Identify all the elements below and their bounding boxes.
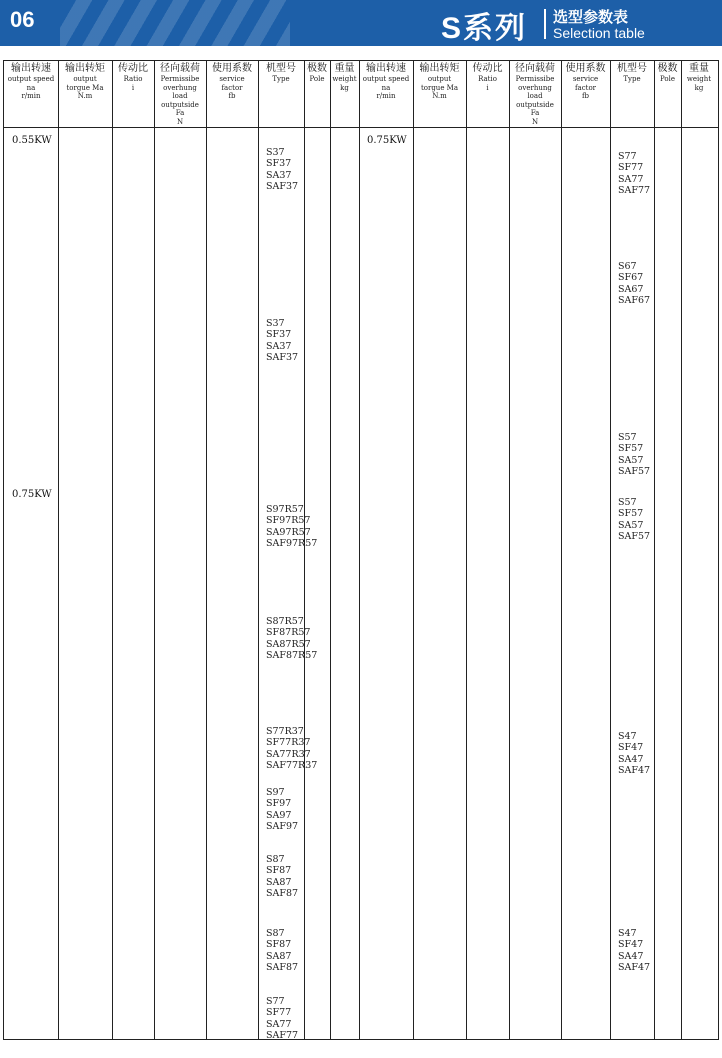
cell-type: SF77 [618, 162, 644, 174]
right-header-type [610, 63, 654, 84]
right-header-type-en: Type [623, 75, 641, 83]
right-header-speed [359, 63, 413, 101]
right-header-factor-en: service factor fb [572, 75, 599, 100]
right-header-factor [561, 63, 610, 101]
cell-type: SF87R57 [266, 627, 311, 639]
left-header-speed-cn: 输出转速 [11, 63, 51, 74]
right-header-pole-cn: 极数 [657, 63, 678, 74]
cell-type: SAF97 [266, 821, 299, 833]
cell-type: SAF97R57 [266, 538, 318, 550]
cell-type: SF57 [618, 443, 644, 455]
cell-type: SA47 [618, 950, 644, 962]
left-header-factor-en: service factor fb [219, 75, 245, 100]
right-header-torque-cn: 输出转矩 [419, 63, 460, 74]
cell-type: SF97 [266, 798, 292, 810]
cell-type: S87 [266, 854, 285, 865]
right-section-label: 0.75KW [367, 135, 407, 146]
cell-type: SAF47 [618, 765, 651, 777]
cell-type: SAF87R57 [266, 650, 318, 662]
cell-type: SF57 [618, 508, 644, 520]
right-header-ratio-cn: 传动比 [472, 63, 503, 74]
cell-type: SAF77 [266, 1030, 299, 1042]
cell-type: SA97 [266, 809, 292, 821]
cell-type: SA47 [618, 753, 644, 765]
right-header-weight-cn: 重量 [689, 63, 709, 74]
cell-type: SF87 [266, 939, 292, 951]
cell-type: SF87 [266, 865, 292, 877]
cell-type: S57 [618, 432, 637, 443]
cell-type: SA87 [266, 876, 292, 888]
left-header-weight-en: weight kg [332, 75, 357, 92]
left-header-weight [330, 63, 359, 92]
cell-type: S87R57 [266, 616, 304, 627]
left-header-speed-en: output speed na r/min [7, 75, 55, 100]
subtitle-en: Selection table [553, 25, 645, 41]
left-header-ratio [112, 63, 154, 92]
cell-type: SA57 [618, 519, 644, 531]
subtitle-cn: 选型参数表 [553, 9, 629, 26]
right-header-torque-en: output torgue Ma N.m [420, 75, 459, 100]
cell-type: SAF67 [618, 295, 651, 307]
cell-type: SA77R37 [266, 748, 311, 760]
left-header-type-cn: 机型号 [266, 63, 296, 74]
cell-type: SAF37 [266, 352, 299, 364]
right-header-ratio [466, 63, 509, 92]
left-header-torque-cn: 输出转矩 [65, 63, 105, 74]
cell-type: SA77 [618, 173, 644, 185]
left-header-load [154, 63, 206, 126]
right-header-torque [413, 63, 466, 101]
cell-type: SA37 [266, 169, 292, 181]
cell-type: S97 [266, 787, 285, 798]
right-header-speed-cn: 输出转速 [366, 63, 406, 74]
right-header-type-cn: 机型号 [617, 63, 647, 74]
cell-type: S37 [266, 147, 285, 158]
table-body [4, 127, 718, 1042]
cell-type: SF77R37 [266, 737, 311, 749]
right-header-ratio-en: Ratio i [478, 75, 497, 92]
cell-type: SF47 [618, 939, 644, 951]
cell-type: SF97R57 [266, 515, 311, 527]
right-header-factor-cn: 使用系数 [565, 63, 606, 74]
left-header-weight-cn: 重量 [334, 63, 355, 74]
cell-type: SAF57 [618, 466, 651, 478]
left-header-torque [58, 63, 112, 101]
cell-type: S87 [266, 928, 285, 939]
cell-type: S47 [618, 928, 637, 939]
right-header-pole-en: Pole [659, 75, 676, 83]
cell-type: SA57 [618, 454, 644, 466]
right-header-weight [681, 63, 717, 92]
cell-type: S37 [266, 318, 285, 329]
right-header-speed-en: output speed na r/min [362, 75, 410, 100]
cell-type: SA87R57 [266, 638, 311, 650]
cell-type: SAF47 [618, 962, 651, 974]
title-divider [544, 9, 546, 39]
left-header-type [258, 63, 304, 84]
cell-type: SF47 [618, 742, 644, 754]
left-section-label: 0.75KW [12, 489, 52, 500]
cell-type: S97R57 [266, 504, 304, 515]
left-header-factor [206, 63, 258, 101]
selection-table [3, 60, 719, 1040]
cell-type: SF77 [266, 1007, 292, 1019]
cell-type: S67 [618, 261, 637, 272]
right-header-load-cn: 径向载荷 [515, 63, 555, 74]
series-title: S系列 [441, 12, 528, 45]
left-header-factor-cn: 使用系数 [212, 63, 252, 74]
left-header-pole [304, 63, 330, 84]
cell-type: S47 [618, 731, 637, 742]
cell-type: SAF37 [266, 181, 299, 193]
right-header-pole [654, 63, 681, 84]
cell-type: S77 [266, 996, 285, 1007]
right-header-weight-en: weight kg [686, 75, 712, 92]
cell-type: SA37 [266, 340, 292, 352]
cell-type: SA97R57 [266, 526, 311, 538]
right-header-load [509, 63, 561, 126]
cell-type: SAF77 [618, 185, 651, 197]
cell-type: S57 [618, 497, 637, 508]
left-header-type-en: Type [272, 75, 290, 83]
cell-type: SA77 [266, 1018, 292, 1030]
cell-type: S77R37 [266, 726, 304, 737]
header-decoration [60, 0, 290, 46]
left-header-torque-en: output torgue Ma N.m [66, 75, 104, 100]
cell-type: SAF77R37 [266, 760, 318, 772]
cell-type: SA87 [266, 950, 292, 962]
cell-type: SAF57 [618, 531, 651, 543]
left-header-speed [4, 63, 58, 101]
cell-type: SF37 [266, 158, 292, 170]
left-header-load-cn: 径向载荷 [160, 63, 200, 74]
right-header-load-en: Permissibe overhung load outputside Fa N [515, 75, 555, 126]
left-header-pole-cn: 极数 [307, 63, 327, 74]
cell-type: S77 [618, 151, 637, 162]
left-header-ratio-cn: 传动比 [118, 63, 148, 74]
cell-type: SAF87 [266, 888, 299, 900]
cell-type: SF37 [266, 329, 292, 341]
page-header [0, 0, 722, 46]
cell-type: SF67 [618, 272, 644, 284]
left-header-pole-en: Pole [309, 75, 325, 83]
left-header-load-en: Permissibe overhung load outputside Fa N [160, 75, 200, 126]
left-header-ratio-en: Ratio i [123, 75, 143, 92]
cell-type: SAF87 [266, 962, 299, 974]
cell-type: SA67 [618, 283, 644, 295]
page-number: 06 [10, 7, 35, 32]
left-section-label: 0.55KW [12, 135, 52, 146]
